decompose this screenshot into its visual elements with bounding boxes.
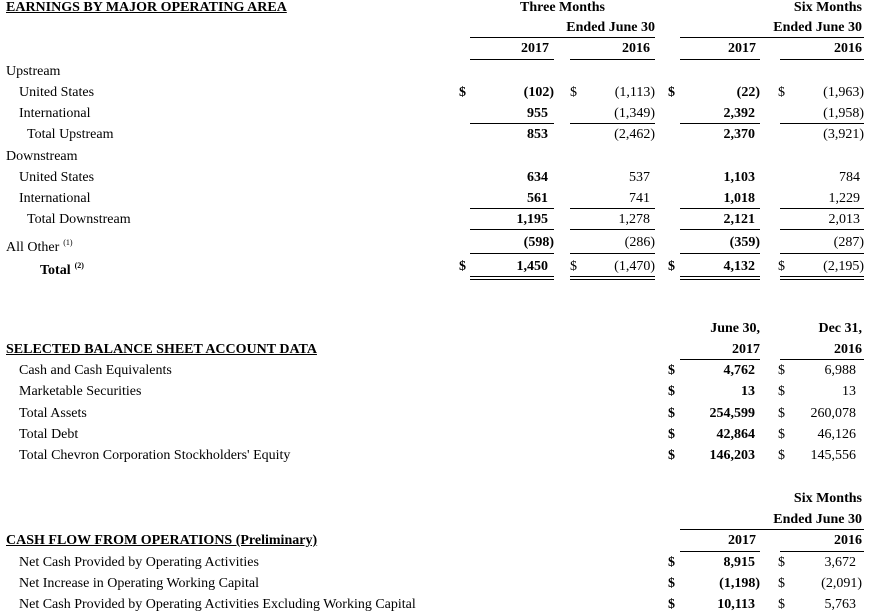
- currency-symbol: $: [778, 576, 785, 591]
- currency-symbol: $: [570, 259, 577, 274]
- cell-value: 561: [527, 191, 548, 206]
- cell-value: (286): [624, 235, 655, 250]
- row-label: Net Increase in Operating Working Capital: [19, 576, 260, 591]
- cell-value: 10,113: [717, 597, 755, 612]
- subtotal-rule: [570, 208, 655, 209]
- six-months-header-line1: Six Months: [793, 0, 862, 15]
- year-header-rule: [780, 551, 864, 552]
- row-label: International: [19, 191, 91, 206]
- currency-symbol: $: [778, 259, 785, 274]
- cell-value: (1,349): [614, 106, 655, 121]
- cell-value: (598): [523, 235, 554, 250]
- currency-symbol: $: [459, 259, 466, 274]
- row-label: Total Chevron Corporation Stockholders' Equity: [19, 448, 291, 463]
- row-label: Cash and Cash Equivalents: [19, 363, 172, 378]
- subtotal-rule: [680, 208, 760, 209]
- three-months-header-line2: Ended June 30: [566, 20, 655, 35]
- currency-symbol: $: [668, 576, 675, 591]
- cashflow-header-line2: Ended June 30: [773, 512, 862, 527]
- double-rule: [680, 276, 760, 280]
- cell-value: 4,132: [723, 259, 755, 274]
- balance-header-col1-line1: June 30,: [710, 321, 760, 336]
- cell-value: 741: [629, 191, 650, 206]
- year-header: 2017: [728, 533, 756, 548]
- year-header-rule: [680, 59, 760, 60]
- subtotal-rule: [570, 229, 655, 230]
- year-header-rule: [470, 59, 554, 60]
- double-rule: [780, 276, 864, 280]
- cell-value: 42,864: [716, 427, 755, 442]
- year-header-rule: [780, 59, 864, 60]
- total-rule: [570, 253, 655, 254]
- subtotal-rule: [780, 229, 864, 230]
- cell-value: 13: [842, 384, 856, 399]
- subtotal-rule: [780, 123, 864, 124]
- cell-value: (359): [729, 235, 760, 250]
- six-months-header-rule: [680, 37, 864, 38]
- year-header: 2016: [834, 533, 862, 548]
- currency-symbol: $: [668, 448, 675, 463]
- subtotal-rule: [680, 123, 760, 124]
- cell-value: (287): [833, 235, 864, 250]
- row-label: United States: [19, 170, 95, 185]
- cell-value: 1,229: [828, 191, 860, 206]
- cell-value: (2,195): [823, 259, 864, 274]
- year-header-rule: [570, 59, 655, 60]
- currency-symbol: $: [668, 406, 675, 421]
- cell-value: 13: [741, 384, 755, 399]
- cell-value: 8,915: [723, 555, 755, 570]
- cell-value: 2,392: [723, 106, 755, 121]
- currency-symbol: $: [778, 597, 785, 612]
- row-label: United States: [19, 85, 95, 100]
- row-label: Total Debt: [19, 427, 79, 442]
- cell-value: 46,126: [817, 427, 856, 442]
- subtotal-rule: [780, 208, 864, 209]
- cashflow-title: CASH FLOW FROM OPERATIONS (Preliminary): [6, 533, 318, 548]
- subtotal-rule: [470, 229, 554, 230]
- balance-header-col1-line2: 2017: [732, 342, 760, 357]
- currency-symbol: $: [778, 406, 785, 421]
- cell-value: 6,988: [824, 363, 856, 378]
- row-label: [6, 235, 73, 256]
- footnote-marker: (2): [74, 261, 84, 270]
- total-rule: [680, 253, 760, 254]
- subtotal-rule: [570, 123, 655, 124]
- cell-value: (1,958): [823, 106, 864, 121]
- total-label: [40, 258, 84, 279]
- three-months-header-line1: Three Months: [520, 0, 605, 15]
- cell-value: 1,018: [723, 191, 755, 206]
- subtotal-rule: [470, 123, 554, 124]
- cell-value: 2,370: [723, 127, 755, 142]
- year-header: 2016: [834, 41, 862, 56]
- cell-value: (1,470): [614, 259, 655, 274]
- year-header: 2016: [622, 41, 650, 56]
- subtotal-rule: [470, 208, 554, 209]
- year-header-rule: [680, 551, 760, 552]
- row-label: Marketable Securities: [19, 384, 142, 399]
- earnings-title: EARNINGS BY MAJOR OPERATING AREA: [6, 0, 287, 15]
- cell-value: (3,921): [823, 127, 864, 142]
- currency-symbol: $: [668, 597, 675, 612]
- cell-value: 1,278: [618, 212, 650, 227]
- cell-value: 1,103: [723, 170, 755, 185]
- cell-value: 634: [527, 170, 548, 185]
- double-rule: [570, 276, 655, 280]
- currency-symbol: $: [668, 384, 675, 399]
- currency-symbol: $: [668, 555, 675, 570]
- cashflow-header-rule: [680, 529, 864, 530]
- currency-symbol: $: [778, 85, 785, 100]
- cell-value: 254,599: [709, 406, 755, 421]
- cell-value: (2,091): [821, 576, 862, 591]
- row-label: International: [19, 106, 91, 121]
- cell-value: 5,763: [824, 597, 856, 612]
- currency-symbol: $: [778, 448, 785, 463]
- cell-value: (22): [736, 85, 760, 100]
- cell-value: (1,198): [719, 576, 760, 591]
- balance-header-col2-line2: 2016: [834, 342, 862, 357]
- cell-value: 2,121: [723, 212, 755, 227]
- currency-symbol: $: [570, 85, 577, 100]
- balance-header-rule: [680, 359, 760, 360]
- year-header: 2017: [728, 41, 756, 56]
- cell-value: (1,963): [823, 85, 864, 100]
- downstream-label: Downstream: [6, 149, 78, 164]
- currency-symbol: $: [459, 85, 466, 100]
- currency-symbol: $: [668, 363, 675, 378]
- cell-value: 784: [839, 170, 860, 185]
- row-label-text: All Other: [6, 240, 60, 255]
- year-header: 2017: [521, 41, 549, 56]
- row-label: Net Cash Provided by Operating Activities: [19, 555, 259, 570]
- cell-value: 145,556: [810, 448, 856, 463]
- currency-symbol: $: [668, 259, 675, 274]
- row-label: Total Downstream: [27, 212, 131, 227]
- cell-value: 260,078: [810, 406, 856, 421]
- row-label: Total Assets: [19, 406, 87, 421]
- total-rule: [470, 253, 554, 254]
- cell-value: 537: [629, 170, 650, 185]
- balance-header-rule: [780, 359, 864, 360]
- currency-symbol: $: [668, 85, 675, 100]
- row-label: Net Cash Provided by Operating Activities Excluding Working Capital: [19, 597, 416, 612]
- double-rule: [470, 276, 554, 280]
- balance-title: SELECTED BALANCE SHEET ACCOUNT DATA: [6, 342, 317, 357]
- balance-header-col2-line1: Dec 31,: [818, 321, 862, 336]
- footnote-marker: (1): [63, 238, 73, 247]
- cell-value: (1,113): [614, 85, 655, 100]
- six-months-header-line2: Ended June 30: [773, 20, 862, 35]
- subtotal-rule: [680, 229, 760, 230]
- total-label-text: Total: [40, 263, 71, 278]
- cell-value: (2,462): [614, 127, 655, 142]
- cell-value: 146,203: [709, 448, 755, 463]
- total-rule: [780, 253, 864, 254]
- cashflow-header-line1: Six Months: [793, 491, 862, 506]
- cell-value: 955: [527, 106, 548, 121]
- currency-symbol: $: [778, 363, 785, 378]
- cell-value: 3,672: [824, 555, 856, 570]
- currency-symbol: $: [778, 555, 785, 570]
- cell-value: 853: [527, 127, 548, 142]
- currency-symbol: $: [778, 427, 785, 442]
- row-label: Total Upstream: [27, 127, 114, 142]
- currency-symbol: $: [668, 427, 675, 442]
- three-months-header-rule: [470, 37, 655, 38]
- cell-value: (102): [523, 85, 554, 100]
- cell-value: 2,013: [828, 212, 860, 227]
- cell-value: 1,195: [516, 212, 548, 227]
- cell-value: 4,762: [723, 363, 755, 378]
- currency-symbol: $: [778, 384, 785, 399]
- cell-value: 1,450: [516, 259, 548, 274]
- upstream-label: Upstream: [6, 64, 61, 79]
